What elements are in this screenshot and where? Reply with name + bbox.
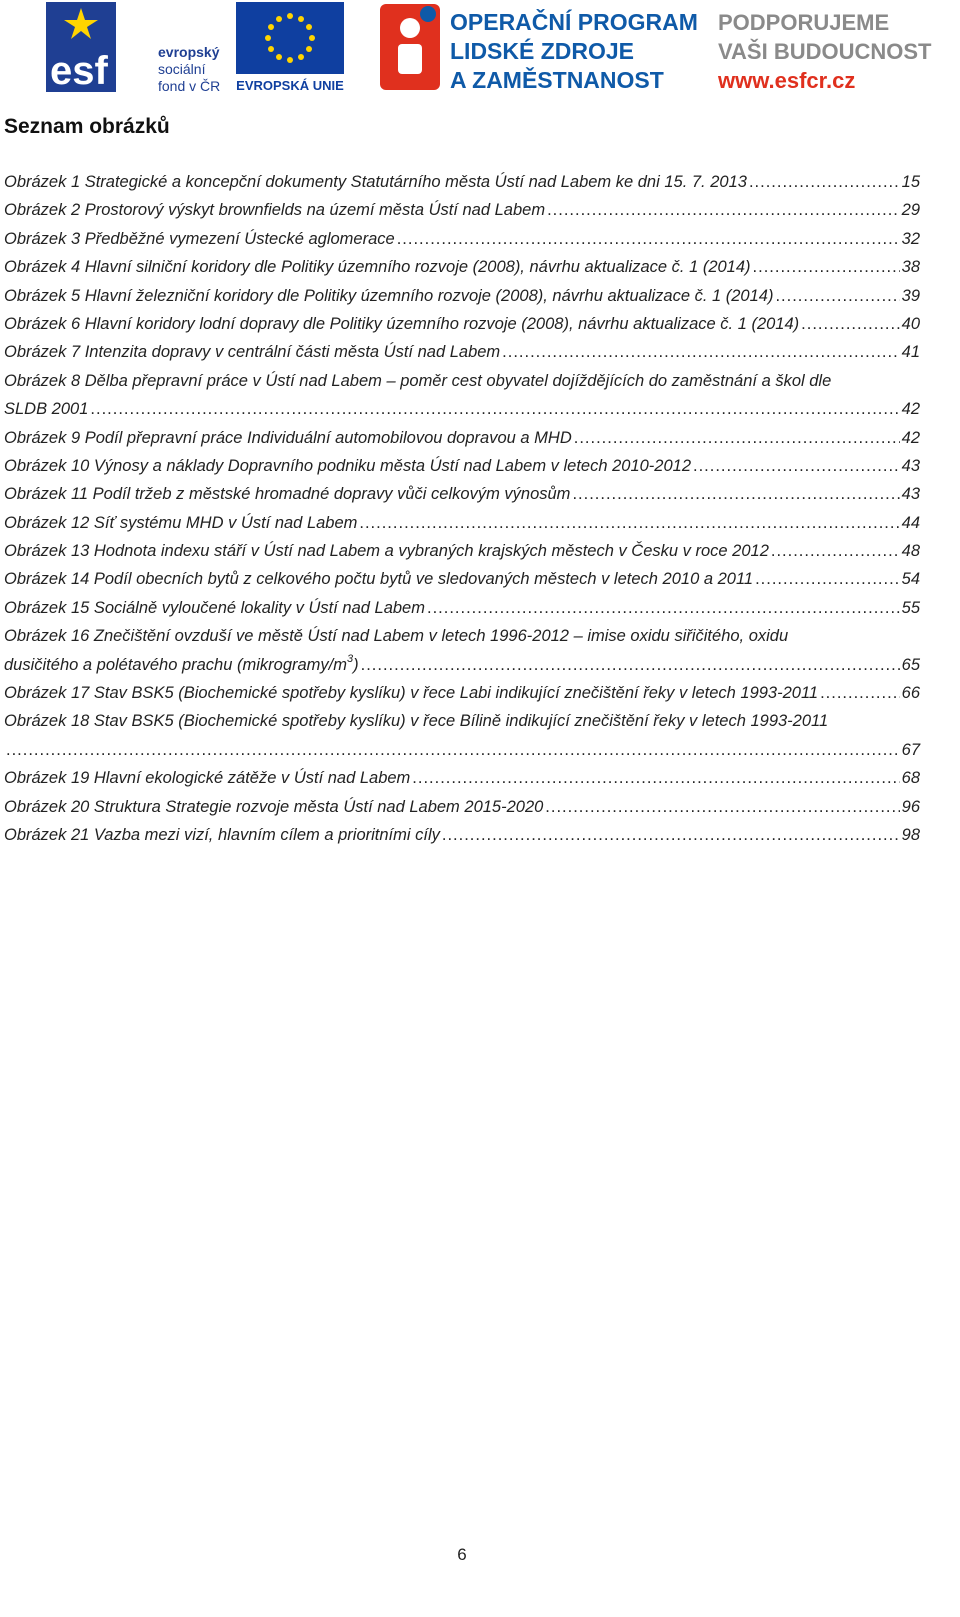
list-item[interactable]: Obrázek 12 Síť systému MHD v Ústí nad Labem ..... 44 (4, 509, 920, 537)
list-item[interactable]: dusičitého a polétavého prachu $(mikrogramy/m^3)$ ..... 65 (4, 651, 920, 679)
list-item[interactable]: Obrázek 14 Podíl obecních bytů z celkového počtu bytů ve sledovaných městech v letech 2010 a 2011 ..... 54 (4, 565, 920, 593)
puzzle-figure-icon (378, 2, 442, 92)
list-item-first-line[interactable]: Obrázek 8 Dělba přepravní práce v Ústí nad Labem – poměr cest obyvatel dojíždějících do zaměstnání a škol dle (4, 371, 832, 390)
list-item[interactable]: Obrázek 13 Hodnota indexu stáří v Ústí nad Labem a vybraných krajských městech v Česku v roce 2012 ..... 48 (4, 537, 920, 565)
list-item[interactable]: Obrázek 3 Předběžné vymezení Ústecké aglomerace ..... 32 (4, 225, 920, 253)
eu-caption: EVROPSKÁ UNIE (236, 78, 344, 93)
list-item[interactable]: Obrázek 2 Prostorový výskyt brownfields na území města Ústí nad Labem ..... 29 (4, 196, 920, 224)
list-item[interactable]: ..... 67 (4, 736, 920, 764)
list-item[interactable]: Obrázek 19 Hlavní ekologické zátěže v Ústí nad Labem ..... 68 (4, 764, 920, 792)
list-item[interactable]: Obrázek 11 Podíl tržeb z městské hromadné dopravy vůči celkovým výnosům ..... 43 (4, 480, 920, 508)
svg-text:esf: esf (50, 49, 108, 92)
op-title: OPERAČNÍ PROGRAM LIDSKÉ ZDROJE A ZAMĚSTNANOST (450, 9, 698, 93)
list-item[interactable]: Obrázek 20 Struktura Strategie rozvoje města Ústí nad Labem 2015-2020 ..... 96 (4, 793, 920, 821)
list-item-first-line[interactable]: Obrázek 18 Stav BSK5 (Biochemické spotřeby kyslíku) v řece Bílině indikující znečištění řeky v letech 1993-2011 (4, 712, 829, 731)
page-title: Seznam obrázků (4, 115, 170, 138)
list-item[interactable]: Obrázek 7 Intenzita dopravy v centrální části města Ústí nad Labem ..... 41 (4, 338, 920, 366)
eu-flag-icon (236, 2, 344, 74)
list-item[interactable]: Obrázek 15 Sociálně vyloučené lokality v Ústí nad Labem ..... 55 (4, 594, 920, 622)
slogan: PODPORUJEME VAŠI BUDOUCNOST www.esfcr.cz (718, 10, 932, 93)
list-item[interactable]: Obrázek 17 Stav BSK5 (Biochemické spotřeby kyslíku) v řece Labi indikující znečištění řeky v letech 1993-2011 ..... 66 (4, 679, 920, 707)
eu-logo (236, 2, 344, 94)
list-item[interactable]: Obrázek 4 Hlavní silniční koridory dle Politiky územního rozvoje (2008), návrhu aktualizace č. 1 (2014) ..... 38 (4, 253, 920, 281)
esf-logo (46, 2, 228, 94)
list-item[interactable]: Obrázek 9 Podíl přepravní práce Individuální automobilovou dopravou a MHD ..... 42 (4, 424, 920, 452)
esf-mark-icon (46, 2, 116, 92)
page-number: 6 (457, 1545, 467, 1564)
list-item[interactable]: Obrázek 10 Výnosy a náklady Dopravního podniku města Ústí nad Labem v letech 2010-2012 ..... 43 (4, 452, 920, 480)
list-item-first-line[interactable]: Obrázek 16 Znečištění ovzduší ve městě Ústí nad Labem v letech 1996-2012 – imise oxidu siřičitého, oxidu (4, 627, 789, 646)
figure-list (4, 168, 920, 849)
list-item[interactable]: Obrázek 6 Hlavní koridory lodní dopravy dle Politiky územního rozvoje (2008), návrhu aktualizace č. 1 (2014) ..... 40 (4, 310, 920, 338)
op-logo (378, 2, 698, 94)
list-item[interactable]: SLDB 2001 ..... 42 (4, 395, 920, 423)
esfcr-link[interactable]: www.esfcr.cz (718, 68, 856, 93)
list-item[interactable]: Obrázek 21 Vazba mezi vizí, hlavním cílem a prioritními cíly ..... 98 (4, 821, 920, 849)
esf-caption: evropský sociální fond v ČR (158, 44, 221, 94)
list-item[interactable]: Obrázek 1 Strategické a koncepční dokumenty Statutárního města Ústí nad Labem ke dni 15. 7. 2013 ..... 15 (4, 168, 920, 196)
list-item[interactable]: Obrázek 5 Hlavní železniční koridory dle Politiky územního rozvoje (2008), návrhu aktualizace č. 1 (2014) ..... 39 (4, 282, 920, 310)
header-logos (0, 0, 960, 100)
